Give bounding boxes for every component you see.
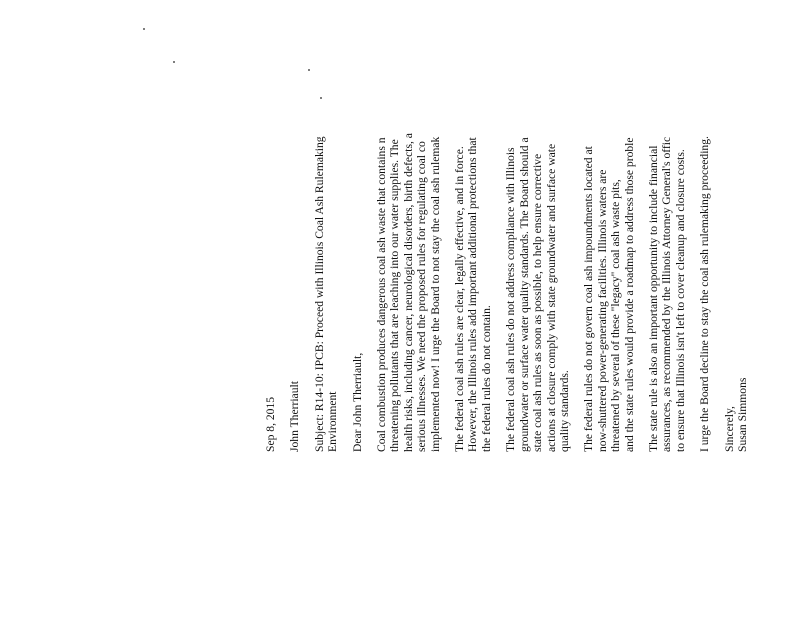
letter-signature: Susan Simmons xyxy=(735,377,749,452)
letter-signoff xyxy=(723,0,750,452)
paragraph-line: now-shuttered power-generating facilities. Illinois waters are xyxy=(595,169,609,452)
paragraph-line: Coal combustion produces dangerous coal ash waste that contains n xyxy=(375,137,389,452)
paragraph-line: The federal coal ash rules are clear, legally effective, and in force. xyxy=(453,146,467,452)
paragraph-line: The state rule is also an important opportunity to include financial xyxy=(646,145,660,452)
subject-line: Environment xyxy=(326,391,340,452)
paragraph-line: I urge the Board decline to stay the coal ash rulemaking proceeding. xyxy=(698,136,712,452)
letter-closing: Sincerely, xyxy=(722,406,736,452)
paragraph-line: state coal ash rules as soon as possible, to help ensure corrective xyxy=(531,153,545,452)
paragraph-line: the federal rules do not contain. xyxy=(479,305,493,452)
letter-paragraph xyxy=(582,0,636,452)
paragraph-line: health risks, including cancer, neurological disorders, birth defects, a xyxy=(401,133,415,452)
paragraph-line: The federal rules do not govern coal ash impoundments located at xyxy=(582,146,596,452)
paragraph-line: threatened by several of these "legacy" coal ash waste pits, xyxy=(609,179,623,452)
letter-paragraph xyxy=(453,0,493,452)
letter-paragraph xyxy=(698,0,711,452)
paragraph-line: actions at closure comply with state groundwater and surface wate xyxy=(544,143,558,452)
paragraph-line: implemented now! I urge the Board to not stay the coal ash rulemak xyxy=(428,136,442,452)
letter-subject xyxy=(313,0,340,452)
paragraph-line: serious illnesses. We need the proposed rules for regulating coal co xyxy=(415,141,429,452)
subject-line: Subject: R14-10: IPCB: Proceed with Illinois Coal Ash Rulemaking xyxy=(312,136,326,452)
paragraph-line: assurances, as recommended by the Illinois Attorney General's offic xyxy=(660,136,674,452)
paragraph-line: However, the Illinois rules add important additional protections that xyxy=(466,137,480,452)
letter-paragraph xyxy=(504,0,571,452)
letter-date: Sep 8, 2015 xyxy=(264,396,277,452)
paragraph-line: threatening pollutants that are leaching into our water supplies. The xyxy=(388,139,402,452)
letter-paragraph xyxy=(375,0,442,452)
paragraph-line: quality standards. xyxy=(557,370,571,452)
paragraph-line: The federal coal ash rules do not address compliance with Illinois xyxy=(504,147,518,452)
letter-recipient: John Therriault xyxy=(288,381,302,452)
paragraph-line: to ensure that Illinois isn't left to cover cleanup and closure costs. xyxy=(673,149,687,452)
paragraph-line: and the state rules would provide a roadmap to address those proble xyxy=(622,137,636,452)
paragraph-line: groundwater or surface water quality standards. The Board should a xyxy=(517,137,531,452)
letter-salutation: Dear John Therriault, xyxy=(350,352,364,452)
letter-paragraph xyxy=(647,0,687,452)
